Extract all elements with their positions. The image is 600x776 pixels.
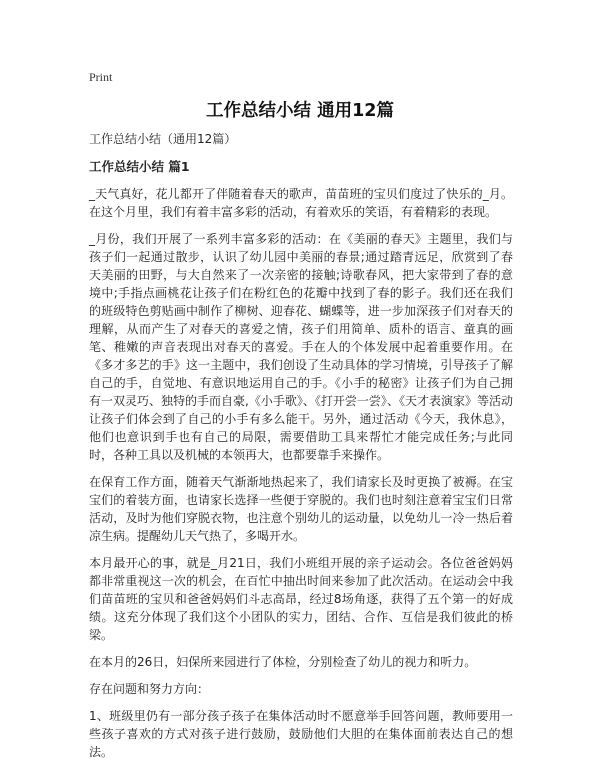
paragraph: 存在问题和努力方向： [89,682,210,696]
paragraph: 本月最开心的事，就是_月21日，我们小班组开展的亲子运动会。各位爸爸妈妈都非常重视这一次的机会，在百忙中抽出时间来参加了此次活动。在运动会中我们苗苗班的宝贝和爸爸妈妈们斗志高昂，经过8场角逐，获得了五个第一的好成绩。这充分体现了我们这个小团队的实力，团结、合作、互信是我们彼此的桥梁。 [89,556,513,642]
document-subtitle: 工作总结小结（通用12篇） [89,132,237,146]
paragraph: 在保育工作方面，随着天气渐渐地热起来了，我们请家长及时更换了被褥。在宝宝们的着装方面，也请家长选择一些便于穿脱的。我们也时刻注意着宝宝们日常活动，及时为他们穿脱衣物，也注意个别幼儿的运动量，以免幼儿一冷一热后着凉生病。提醒幼儿天气热了，多喝开水。 [89,475,513,543]
paragraph: _月份，我们开展了一系列丰富多彩的活动：在《美丽的春天》主题里，我们与孩子们一起通过散步，认识了幼儿园中美丽的春景;通过踏青远足，欣赏到了春天美丽的田野，与大自然来了一次亲密的接触;诗歌春风，把大家带到了春的意境中;手指点画桃花让孩子们在粉红色的花瓣中找到了春的影子。我们还在我们的班级特色剪贴画中制作了柳树、迎春花、蝴蝶等，进一步加深孩子们对春天的理解，从而产生了对春天的喜爱之情，孩子们用简单、质朴的语言、童真的画笔、稚嫩的声音表现出对春天的喜爱。手在人的个体发展中起着重要作用。在《多才多艺的手》这一主题中，我们创设了生动具体的学习情境，引导孩子了解自己的手，自觉地、有意识地运用自己的手。《小手的秘密》让孩子们为自己拥有一双灵巧、独特的手而自豪,《小手歌》、《打开尝一尝》、《天才表演家》等活动让孩子们体会到了自己的小手有多么能干。另外，通过活动《今天，我休息》，他们也意识到手也有自己的局限，需要借助工具来帮忙才能完成任务;与此同时，各种工具以及机械的本领再大，也都要靠手来操作。 [89,232,513,462]
paragraph: 1、班级里仍有一部分孩子孩子在集体活动时不愿意举手回答问题，教师要用一些孩子喜欢的方式对孩子进行鼓励，鼓励他们大胆的在集体面前表达自己的想法。 [89,709,513,759]
paragraph: 在本月的26日，妇保所来园进行了体检，分别检查了幼儿的视力和听力。 [89,655,477,669]
print-link[interactable]: Print [89,70,113,84]
page-title: 工作总结小结 通用12篇 [206,101,394,121]
section-heading: 工作总结小结 篇1 [89,159,190,174]
document-body [89,130,513,770]
paragraph: _天气真好，花儿都开了伴随着春天的歌声，苗苗班的宝贝们度过了快乐的_月。在这个月里，我们有着丰富多彩的活动，有着欢乐的笑语，有着精彩的表现。 [89,187,513,219]
